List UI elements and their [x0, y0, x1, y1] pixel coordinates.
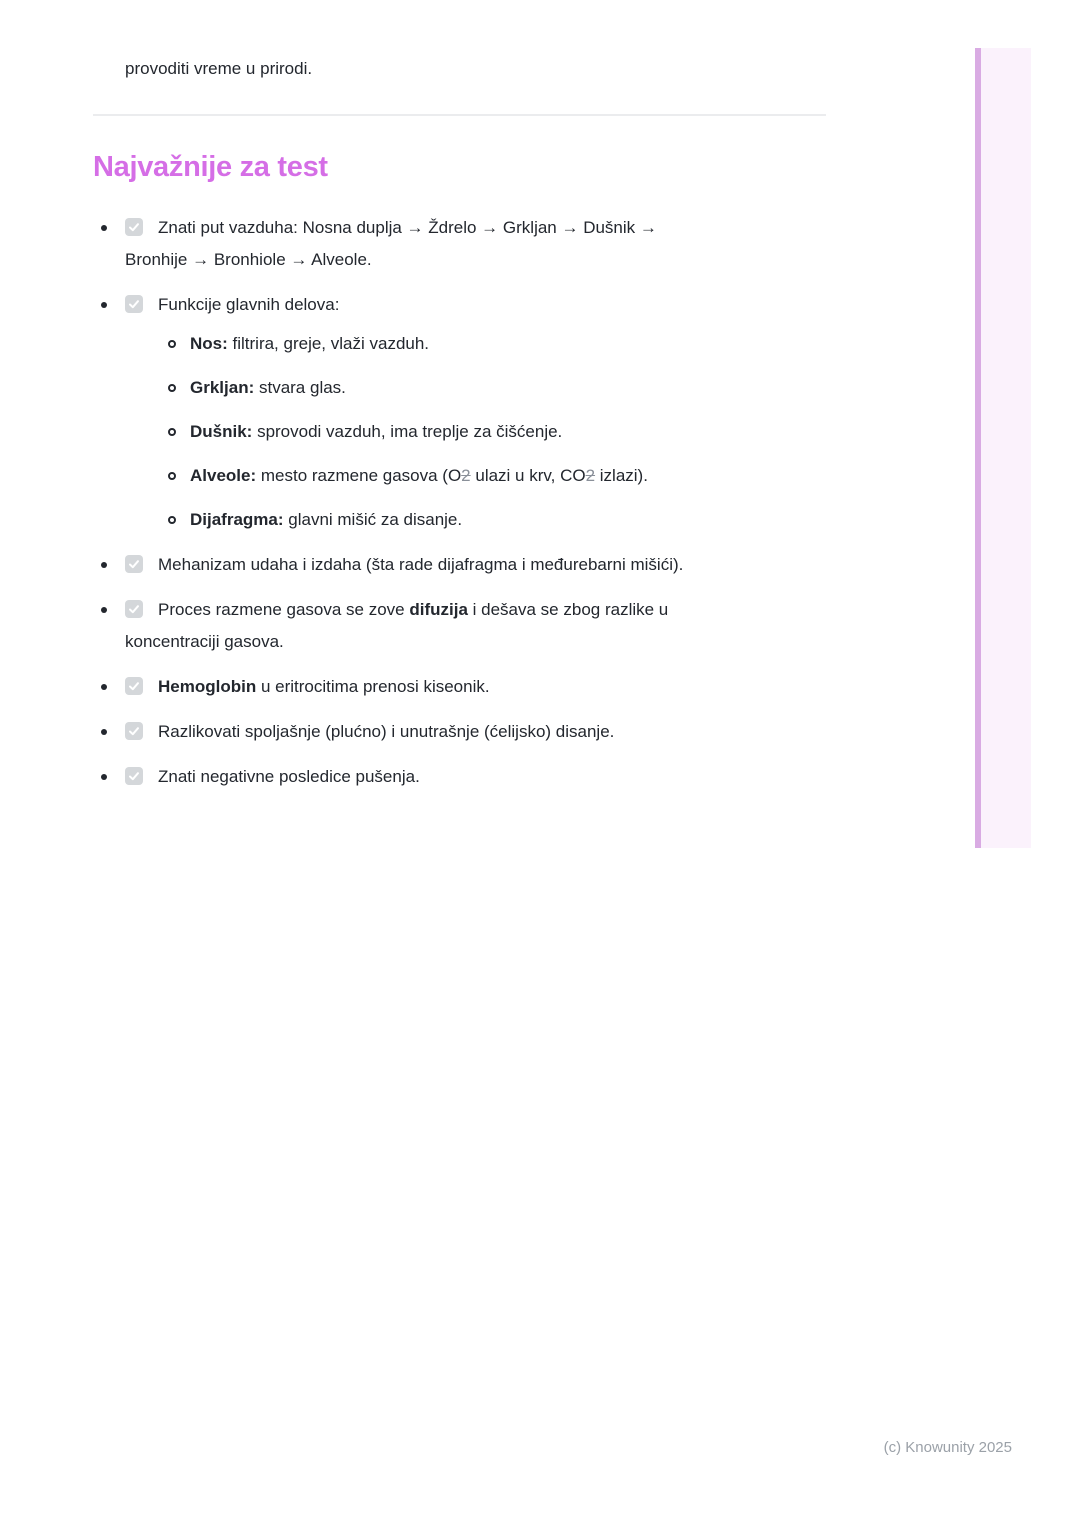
checklist-item	[93, 212, 826, 276]
bullet-dot	[101, 729, 107, 735]
text-segment: sprovodi vazduh, ima treplje za čišćenje.	[252, 422, 563, 441]
bold-text: difuzija	[409, 600, 468, 619]
sub-item-text	[190, 460, 826, 492]
text-segment: mesto razmene gasova (O	[256, 466, 462, 485]
checklist-item-text	[125, 212, 826, 276]
checklist-item-text	[125, 289, 826, 321]
checkbox-checked-icon[interactable]	[125, 722, 143, 740]
text-segment: u eritrocitima prenosi kiseonik.	[256, 677, 490, 696]
sub-list	[125, 328, 826, 536]
text-segment: stvara glas.	[254, 378, 346, 397]
bold-text: Alveole:	[190, 466, 257, 485]
bullet-dot	[101, 562, 107, 568]
hollow-circle-bullet	[168, 516, 176, 524]
bold-text: Dušnik:	[190, 422, 253, 441]
strikethrough-text: 2	[585, 466, 596, 485]
sub-item-text	[190, 504, 826, 536]
bullet-dot	[101, 225, 107, 231]
checkbox-checked-icon[interactable]	[125, 295, 143, 313]
text-segment: izlazi).	[595, 466, 648, 485]
hollow-circle-bullet	[168, 428, 176, 436]
footer-copyright: (c) Knowunity 2025	[883, 1439, 1012, 1456]
text-segment: i dešava se zbog razlike u	[467, 600, 669, 619]
checkbox-checked-icon[interactable]	[125, 677, 143, 695]
checklist-item	[93, 594, 826, 658]
text-segment: koncentraciji gasova.	[125, 632, 284, 651]
checkbox-checked-icon[interactable]	[125, 767, 143, 785]
bold-text: Grkljan:	[190, 378, 255, 397]
bold-text: Dijafragma:	[190, 510, 284, 529]
text-segment: Bronhije → Bronhiole → Alveole.	[125, 250, 372, 269]
checkbox-checked-icon[interactable]	[125, 218, 143, 236]
sub-item-text	[190, 328, 826, 360]
bullet-dot	[101, 684, 107, 690]
hollow-circle-bullet	[168, 384, 176, 392]
strikethrough-text: 2	[461, 466, 471, 485]
sub-list-item	[125, 416, 826, 448]
section-divider	[93, 114, 826, 116]
intro-paragraph: provoditi vreme u prirodi.	[125, 59, 313, 78]
text-segment: Razlikovati spoljašnje (plućno) i unutrašnje (ćelijsko) disanje.	[158, 722, 615, 741]
text-segment: filtrira, greje, vlaži vazduh.	[227, 334, 430, 353]
text-segment: Mehanizam udaha i izdaha (šta rade dijafragma i međurebarni mišići).	[158, 555, 684, 574]
sub-list-item	[125, 328, 826, 360]
text-segment: ulazi u krv, CO	[470, 466, 586, 485]
hollow-circle-bullet	[168, 472, 176, 480]
checklist-item-text	[125, 761, 826, 793]
bullet-dot	[101, 302, 107, 308]
text-segment: Proces razmene gasova se zove	[158, 600, 410, 619]
checklist-item	[93, 671, 826, 703]
sub-item-text	[190, 416, 826, 448]
bullet-dot	[101, 607, 107, 613]
section-title: Najvažnije za test	[93, 151, 328, 183]
side-highlight-bar	[975, 48, 1031, 848]
sub-item-text	[190, 372, 826, 404]
sub-list-item	[125, 460, 826, 492]
checkbox-checked-icon[interactable]	[125, 600, 143, 618]
checklist-item-text	[125, 549, 826, 581]
checklist-item	[93, 549, 826, 581]
document-content	[93, 0, 826, 806]
text-segment: Funkcije glavnih delova:	[158, 295, 340, 314]
checklist-item	[93, 716, 826, 748]
sub-list-item	[125, 504, 826, 536]
text-segment: Znati put vazduha: Nosna duplja → Ždrelo → Grkljan → Dušnik →	[158, 218, 657, 237]
hollow-circle-bullet	[168, 340, 176, 348]
sub-list-item	[125, 372, 826, 404]
checklist	[93, 212, 826, 793]
text-segment: Znati negativne posledice pušenja.	[158, 767, 420, 786]
checklist-item-text	[125, 716, 826, 748]
checklist-item	[93, 289, 826, 536]
checkbox-checked-icon[interactable]	[125, 555, 143, 573]
checklist-item-text	[125, 671, 826, 703]
bullet-dot	[101, 774, 107, 780]
bold-text: Nos:	[190, 334, 228, 353]
text-segment: glavni mišić za disanje.	[283, 510, 463, 529]
checklist-item-text	[125, 594, 826, 658]
bold-text: Hemoglobin	[158, 677, 257, 696]
checklist-item	[93, 761, 826, 793]
